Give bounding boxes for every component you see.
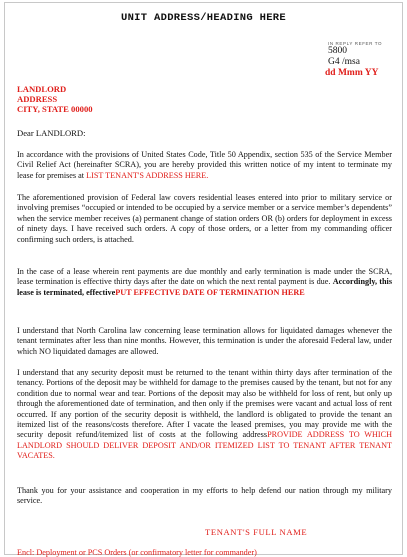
- tenant-signature: TENANT'S FULL NAME: [205, 527, 308, 537]
- paragraph-notice: [17, 150, 392, 181]
- paragraph-federal-law: [17, 193, 392, 245]
- reply-office-code: G4 /msa: [328, 57, 360, 67]
- reply-ssic: 5800: [328, 46, 347, 56]
- termination-statement: Accordingly, this lease is terminated, effective: [17, 277, 393, 297]
- paragraph-effective-date-text: In the case of a lease wherein rent payments are due monthly and early termination is made under the SCRA, lease termination is effective thirty days after the date on which the next rental payment is due.: [17, 267, 392, 287]
- unit-heading: UNIT ADDRESS/HEADING HERE: [120, 12, 287, 24]
- landlord-address-block: [17, 84, 93, 114]
- landlord-address: ADDRESS: [17, 94, 58, 104]
- paragraph-notice-text: In accordance with the provisions of United States Code, Title 50 Appendix, section 535 of the Service Member Civil Relief Act (hereinafter SCRA), you are hereby provided this written notice of my intent to terminate my lease for premises at: [17, 150, 392, 180]
- paragraph-thanks: [17, 486, 392, 507]
- paragraph-liquidated-damages: [17, 326, 392, 357]
- paragraph-thanks-text: Thank you for your assistance and cooperation in my efforts to help defend our nation through my military service.: [17, 486, 392, 506]
- landlord-name: LANDLORD: [17, 84, 67, 94]
- paragraph-liquidated-damages-text: I understand that North Carolina law concerning lease termination allows for liquidated damages whenever the tenant terminates after less than nine months. However, this termination is under the aforesaid Federal law, under which NO liquidated damages are allowed.: [17, 326, 392, 356]
- letter-date: dd Mmm YY: [325, 68, 379, 78]
- letter-page: [4, 2, 403, 555]
- paragraph-security-deposit: [17, 368, 392, 462]
- landlord-city-state: CITY, STATE 00000: [17, 104, 93, 114]
- enclosure-line: Encl: Deployment or PCS Orders (or confirmatory letter for commander): [17, 548, 257, 557]
- paragraph-federal-law-text: The aforementioned provision of Federal law covers residential leases entered into prior to military service or involving premises “occupied or intended to be occupied by a service member or a service member’s dependents” when the service member receives (a) permanent change of station orders OR (b) orders for deployment in excess of ninety days. I have received such orders. A copy of those orders, or a letter from my commanding officer confirming such orders, is attached.: [17, 193, 392, 244]
- salutation: Dear LANDLORD:: [17, 128, 86, 138]
- deposit-address-placeholder: PROVIDE ADDRESS TO WHICH LANDLORD SHOULD DELIVER DEPOSIT AND/OR ITEMIZED LIST TO TENANT AFTER TENANT VACATES.: [17, 430, 392, 461]
- reply-refer-label: IN REPLY REFER TO: [328, 41, 383, 46]
- paragraph-effective-date: [17, 267, 392, 298]
- paragraph-security-deposit-text: I understand that any security deposit must be returned to the tenant within thirty days after termination of the tenancy. Portions of the deposit may be withheld for damage to the premises caused by the tenant, but not for any condition due to normal wear and tear. Portions of the deposit may also be withheld for loss of rent, but only up through the aforementioned date of termination, and then only if the premises were vacant and actual loss of rent occurred. If any portion of the security deposit is withheld, the landlord is obligated to provide the tenant an itemized list of the reasons/costs therefore. After I vacate the leased premises, you may provide me with the security deposit refund/itemized list of costs at the following address: [17, 368, 392, 440]
- reply-reference-block: [325, 41, 401, 79]
- effective-date-placeholder: PUT EFFECTIVE DATE OF TERMINATION HERE: [115, 287, 305, 297]
- tenant-address-placeholder: LIST TENANT'S ADDRESS HERE.: [86, 170, 209, 180]
